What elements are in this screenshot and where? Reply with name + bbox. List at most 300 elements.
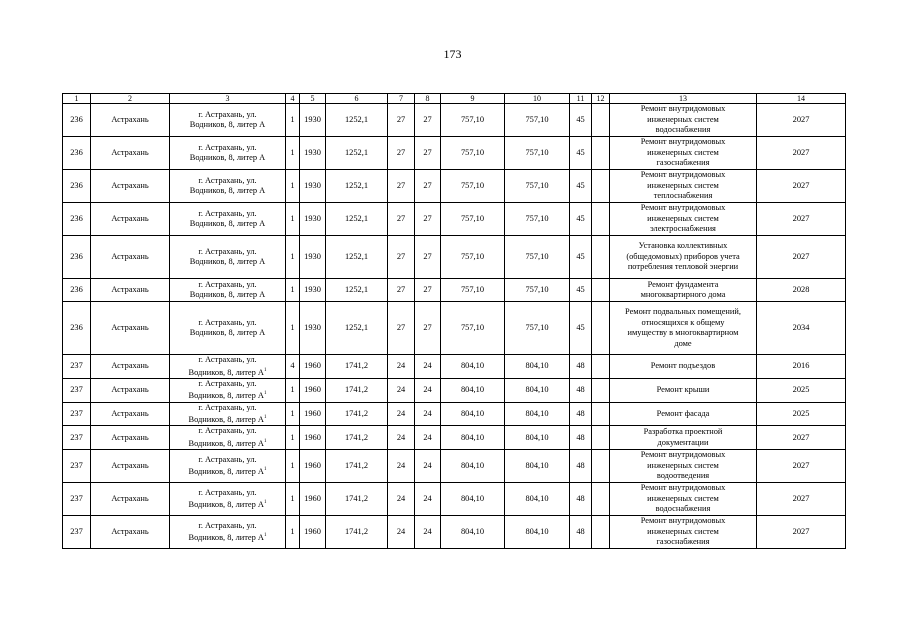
residents-cell: 27 bbox=[415, 137, 441, 170]
address-superscript: 1 bbox=[263, 500, 267, 506]
repair-year-cell: 2027 bbox=[757, 516, 846, 549]
work-type-line: (общедомовых) приборов учета bbox=[626, 251, 740, 261]
table-row bbox=[63, 302, 846, 355]
work-type-cell bbox=[610, 450, 757, 483]
municipality-cell: Астрахань bbox=[91, 170, 170, 203]
municipality-cell: Астрахань bbox=[91, 104, 170, 137]
column-header: 9 bbox=[441, 94, 505, 104]
work-type-line: Ремонт внутридомовых bbox=[640, 203, 726, 213]
repair-year-cell: 2027 bbox=[757, 483, 846, 516]
year-built-cell: 1960 bbox=[300, 516, 326, 549]
work-type-line: инженерных систем bbox=[647, 180, 719, 190]
column-header: 14 bbox=[757, 94, 846, 104]
work-type-line: доме bbox=[674, 338, 692, 348]
municipality-cell: Астрахань bbox=[91, 483, 170, 516]
work-type-cell bbox=[610, 483, 757, 516]
repair-year-cell: 2027 bbox=[757, 170, 846, 203]
address-line bbox=[172, 465, 283, 477]
private-area-cell: 757,10 bbox=[505, 279, 570, 302]
total-area-cell: 1252,1 bbox=[326, 302, 388, 355]
empty-cell bbox=[592, 170, 610, 203]
object-number-cell: 237 bbox=[63, 378, 91, 402]
object-number-cell: 237 bbox=[63, 450, 91, 483]
table-row bbox=[63, 378, 846, 402]
apartments-cell: 27 bbox=[388, 302, 415, 355]
repair-year-cell: 2025 bbox=[757, 378, 846, 402]
address-cell bbox=[170, 355, 286, 379]
address-text: Водников, 8, литер А bbox=[188, 367, 264, 377]
work-type-cell bbox=[610, 378, 757, 402]
work-type-line: электроснабжения bbox=[650, 224, 716, 234]
work-type-line: Ремонт фундамента bbox=[647, 279, 719, 289]
repair-schedule-table bbox=[62, 93, 846, 549]
apartments-cell: 27 bbox=[388, 104, 415, 137]
address-text: Водников, 8, литер А bbox=[188, 438, 264, 448]
address-line: г. Астрахань, ул. bbox=[198, 246, 257, 256]
municipality-cell: Астрахань bbox=[91, 402, 170, 426]
wear-percent-cell: 48 bbox=[570, 378, 592, 402]
address-cell bbox=[170, 279, 286, 302]
work-type-line: Ремонт внутридомовых bbox=[640, 450, 726, 460]
work-type-line: Ремонт внутридомовых bbox=[640, 104, 726, 114]
residents-cell: 27 bbox=[415, 236, 441, 279]
year-built-cell: 1930 bbox=[300, 302, 326, 355]
work-type-line: Ремонт внутридомовых bbox=[640, 137, 726, 147]
residents-cell: 27 bbox=[415, 302, 441, 355]
floors-cell: 1 bbox=[286, 378, 300, 402]
residents-cell: 27 bbox=[415, 203, 441, 236]
work-type-cell bbox=[610, 104, 757, 137]
living-area-cell: 804,10 bbox=[441, 426, 505, 450]
address-line bbox=[172, 219, 283, 230]
floors-cell: 1 bbox=[286, 203, 300, 236]
work-type-line: потребления тепловой энергии bbox=[627, 262, 739, 272]
work-type-line: газоснабжения bbox=[656, 537, 710, 547]
work-type-line: Ремонт подъездов bbox=[650, 361, 716, 371]
address-text: Водников, 8, литер А bbox=[189, 328, 266, 337]
work-type-line: многоквартирного дома bbox=[640, 290, 726, 299]
column-header: 6 bbox=[326, 94, 388, 104]
private-area-cell: 804,10 bbox=[505, 483, 570, 516]
work-type-cell bbox=[610, 516, 757, 549]
table-row bbox=[63, 426, 846, 450]
table-row bbox=[63, 450, 846, 483]
residents-cell: 24 bbox=[415, 355, 441, 379]
floors-cell: 1 bbox=[286, 236, 300, 279]
address-superscript: 1 bbox=[263, 533, 267, 539]
year-built-cell: 1930 bbox=[300, 137, 326, 170]
apartments-cell: 27 bbox=[388, 137, 415, 170]
repair-year-cell: 2027 bbox=[757, 137, 846, 170]
wear-percent-cell: 45 bbox=[570, 302, 592, 355]
address-line bbox=[172, 290, 283, 301]
residents-cell: 24 bbox=[415, 426, 441, 450]
year-built-cell: 1960 bbox=[300, 426, 326, 450]
year-built-cell: 1960 bbox=[300, 378, 326, 402]
residents-cell: 24 bbox=[415, 483, 441, 516]
private-area-cell: 804,10 bbox=[505, 426, 570, 450]
floors-cell: 1 bbox=[286, 302, 300, 355]
apartments-cell: 24 bbox=[388, 378, 415, 402]
work-type-cell bbox=[610, 137, 757, 170]
residents-cell: 24 bbox=[415, 402, 441, 426]
wear-percent-cell: 45 bbox=[570, 104, 592, 137]
private-area-cell: 757,10 bbox=[505, 170, 570, 203]
work-type-cell bbox=[610, 355, 757, 379]
work-type-line: имуществу в многоквартирном bbox=[627, 328, 739, 337]
total-area-cell: 1741,2 bbox=[326, 483, 388, 516]
address-line: г. Астрахань, ул. bbox=[198, 520, 257, 530]
address-cell bbox=[170, 483, 286, 516]
work-type-line: Разработка проектной bbox=[643, 427, 723, 437]
work-type-cell bbox=[610, 402, 757, 426]
year-built-cell: 1960 bbox=[300, 450, 326, 483]
table-row bbox=[63, 203, 846, 236]
living-area-cell: 804,10 bbox=[441, 450, 505, 483]
work-type-cell bbox=[610, 203, 757, 236]
total-area-cell: 1252,1 bbox=[326, 170, 388, 203]
municipality-cell: Астрахань bbox=[91, 236, 170, 279]
residents-cell: 24 bbox=[415, 378, 441, 402]
address-line bbox=[172, 437, 283, 449]
address-line bbox=[172, 153, 283, 164]
work-type-line: инженерных систем bbox=[647, 526, 719, 536]
repair-year-cell: 2027 bbox=[757, 236, 846, 279]
empty-cell bbox=[592, 402, 610, 426]
municipality-cell: Астрахань bbox=[91, 355, 170, 379]
living-area-cell: 757,10 bbox=[441, 170, 505, 203]
living-area-cell: 757,10 bbox=[441, 279, 505, 302]
address-line bbox=[172, 257, 283, 268]
object-number-cell: 237 bbox=[63, 355, 91, 379]
living-area-cell: 757,10 bbox=[441, 104, 505, 137]
year-built-cell: 1930 bbox=[300, 203, 326, 236]
address-cell bbox=[170, 378, 286, 402]
work-type-cell bbox=[610, 302, 757, 355]
address-line: г. Астрахань, ул. bbox=[198, 317, 257, 327]
table-row bbox=[63, 355, 846, 379]
empty-cell bbox=[592, 378, 610, 402]
empty-cell bbox=[592, 137, 610, 170]
table-row bbox=[63, 483, 846, 516]
address-line: г. Астрахань, ул. bbox=[198, 355, 257, 364]
address-line: г. Астрахань, ул. bbox=[198, 109, 257, 119]
municipality-cell: Астрахань bbox=[91, 516, 170, 549]
work-type-line: Ремонт фасада bbox=[656, 408, 710, 418]
living-area-cell: 804,10 bbox=[441, 378, 505, 402]
work-type-line: водоснабжения bbox=[655, 504, 711, 514]
object-number-cell: 237 bbox=[63, 516, 91, 549]
residents-cell: 24 bbox=[415, 516, 441, 549]
apartments-cell: 24 bbox=[388, 355, 415, 379]
address-line: г. Астрахань, ул. bbox=[198, 175, 257, 185]
wear-percent-cell: 45 bbox=[570, 236, 592, 279]
address-line bbox=[172, 186, 283, 197]
apartments-cell: 24 bbox=[388, 516, 415, 549]
apartments-cell: 24 bbox=[388, 426, 415, 450]
municipality-cell: Астрахань bbox=[91, 426, 170, 450]
apartments-cell: 24 bbox=[388, 483, 415, 516]
living-area-cell: 804,10 bbox=[441, 402, 505, 426]
private-area-cell: 757,10 bbox=[505, 302, 570, 355]
total-area-cell: 1741,2 bbox=[326, 355, 388, 379]
floors-cell: 1 bbox=[286, 483, 300, 516]
object-number-cell: 236 bbox=[63, 302, 91, 355]
total-area-cell: 1741,2 bbox=[326, 426, 388, 450]
empty-cell bbox=[592, 355, 610, 379]
work-type-line: Ремонт крыши bbox=[656, 384, 710, 394]
private-area-cell: 757,10 bbox=[505, 203, 570, 236]
address-text: Водников, 8, литер А bbox=[188, 467, 264, 477]
address-cell bbox=[170, 203, 286, 236]
wear-percent-cell: 48 bbox=[570, 516, 592, 549]
empty-cell bbox=[592, 236, 610, 279]
address-superscript: 1 bbox=[263, 467, 267, 473]
empty-cell bbox=[592, 516, 610, 549]
table-row bbox=[63, 170, 846, 203]
address-line bbox=[172, 366, 283, 378]
column-header: 11 bbox=[570, 94, 592, 104]
address-line bbox=[172, 328, 283, 339]
address-text: Водников, 8, литер А bbox=[189, 219, 266, 228]
address-text: Водников, 8, литер А bbox=[189, 257, 266, 266]
residents-cell: 27 bbox=[415, 170, 441, 203]
floors-cell: 1 bbox=[286, 279, 300, 302]
total-area-cell: 1741,2 bbox=[326, 402, 388, 426]
table-row bbox=[63, 402, 846, 426]
apartments-cell: 27 bbox=[388, 170, 415, 203]
repair-year-cell: 2027 bbox=[757, 203, 846, 236]
object-number-cell: 236 bbox=[63, 279, 91, 302]
apartments-cell: 27 bbox=[388, 236, 415, 279]
column-header: 10 bbox=[505, 94, 570, 104]
address-line bbox=[172, 389, 283, 401]
living-area-cell: 804,10 bbox=[441, 355, 505, 379]
work-type-line: Ремонт подвальных помещений, bbox=[625, 307, 741, 316]
work-type-line: водоснабжения bbox=[655, 125, 711, 135]
work-type-line: теплоснабжения bbox=[653, 191, 713, 201]
private-area-cell: 757,10 bbox=[505, 137, 570, 170]
total-area-cell: 1252,1 bbox=[326, 279, 388, 302]
address-line bbox=[172, 498, 283, 510]
address-line bbox=[172, 531, 283, 543]
municipality-cell: Астрахань bbox=[91, 137, 170, 170]
municipality-cell: Астрахань bbox=[91, 450, 170, 483]
address-cell bbox=[170, 104, 286, 137]
column-header: 1 bbox=[63, 94, 91, 104]
apartments-cell: 27 bbox=[388, 203, 415, 236]
work-type-cell bbox=[610, 236, 757, 279]
living-area-cell: 804,10 bbox=[441, 483, 505, 516]
year-built-cell: 1960 bbox=[300, 402, 326, 426]
work-type-line: инженерных систем bbox=[647, 493, 719, 503]
work-type-cell bbox=[610, 279, 757, 302]
wear-percent-cell: 45 bbox=[570, 279, 592, 302]
floors-cell: 1 bbox=[286, 137, 300, 170]
apartments-cell: 24 bbox=[388, 402, 415, 426]
column-header: 12 bbox=[592, 94, 610, 104]
private-area-cell: 804,10 bbox=[505, 450, 570, 483]
column-header: 7 bbox=[388, 94, 415, 104]
work-type-line: Ремонт внутридомовых bbox=[640, 170, 726, 180]
wear-percent-cell: 45 bbox=[570, 137, 592, 170]
address-cell bbox=[170, 426, 286, 450]
address-line bbox=[172, 413, 283, 425]
municipality-cell: Астрахань bbox=[91, 203, 170, 236]
municipality-cell: Астрахань bbox=[91, 302, 170, 355]
wear-percent-cell: 48 bbox=[570, 450, 592, 483]
total-area-cell: 1741,2 bbox=[326, 516, 388, 549]
column-header: 5 bbox=[300, 94, 326, 104]
column-header: 8 bbox=[415, 94, 441, 104]
work-type-line: инженерных систем bbox=[647, 147, 719, 157]
floors-cell: 1 bbox=[286, 450, 300, 483]
address-line: г. Астрахань, ул. bbox=[198, 426, 257, 436]
year-built-cell: 1960 bbox=[300, 355, 326, 379]
empty-cell bbox=[592, 203, 610, 236]
empty-cell bbox=[592, 279, 610, 302]
address-cell bbox=[170, 170, 286, 203]
work-type-line: инженерных систем bbox=[647, 114, 719, 124]
address-line: г. Астрахань, ул. bbox=[198, 279, 257, 289]
residents-cell: 27 bbox=[415, 279, 441, 302]
address-superscript: 1 bbox=[263, 438, 267, 444]
work-type-line: Установка коллективных bbox=[638, 241, 728, 251]
table-body bbox=[63, 104, 846, 549]
repair-year-cell: 2034 bbox=[757, 302, 846, 355]
living-area-cell: 757,10 bbox=[441, 302, 505, 355]
wear-percent-cell: 48 bbox=[570, 483, 592, 516]
table-row bbox=[63, 137, 846, 170]
object-number-cell: 237 bbox=[63, 426, 91, 450]
floors-cell: 1 bbox=[286, 104, 300, 137]
column-header: 13 bbox=[610, 94, 757, 104]
table-row bbox=[63, 516, 846, 549]
floors-cell: 1 bbox=[286, 170, 300, 203]
table-row bbox=[63, 236, 846, 279]
floors-cell: 4 bbox=[286, 355, 300, 379]
living-area-cell: 804,10 bbox=[441, 516, 505, 549]
wear-percent-cell: 48 bbox=[570, 402, 592, 426]
private-area-cell: 804,10 bbox=[505, 516, 570, 549]
residents-cell: 24 bbox=[415, 450, 441, 483]
private-area-cell: 804,10 bbox=[505, 355, 570, 379]
empty-cell bbox=[592, 483, 610, 516]
living-area-cell: 757,10 bbox=[441, 236, 505, 279]
address-superscript: 1 bbox=[263, 391, 267, 397]
wear-percent-cell: 45 bbox=[570, 170, 592, 203]
repair-year-cell: 2027 bbox=[757, 104, 846, 137]
column-header: 2 bbox=[91, 94, 170, 104]
year-built-cell: 1930 bbox=[300, 236, 326, 279]
address-text: Водников, 8, литер А bbox=[189, 153, 266, 162]
total-area-cell: 1252,1 bbox=[326, 137, 388, 170]
wear-percent-cell: 48 bbox=[570, 426, 592, 450]
work-type-line: документации bbox=[657, 437, 709, 447]
private-area-cell: 757,10 bbox=[505, 104, 570, 137]
address-line: г. Астрахань, ул. bbox=[198, 208, 257, 218]
empty-cell bbox=[592, 450, 610, 483]
address-cell bbox=[170, 450, 286, 483]
address-cell bbox=[170, 137, 286, 170]
address-cell bbox=[170, 402, 286, 426]
total-area-cell: 1741,2 bbox=[326, 450, 388, 483]
repair-year-cell: 2025 bbox=[757, 402, 846, 426]
empty-cell bbox=[592, 104, 610, 137]
column-header: 3 bbox=[170, 94, 286, 104]
object-number-cell: 236 bbox=[63, 170, 91, 203]
apartments-cell: 27 bbox=[388, 279, 415, 302]
work-type-line: Ремонт внутридомовых bbox=[640, 483, 726, 493]
repair-year-cell: 2027 bbox=[757, 450, 846, 483]
year-built-cell: 1930 bbox=[300, 104, 326, 137]
private-area-cell: 804,10 bbox=[505, 378, 570, 402]
apartments-cell: 24 bbox=[388, 450, 415, 483]
address-text: Водников, 8, литер А bbox=[188, 500, 264, 510]
object-number-cell: 236 bbox=[63, 137, 91, 170]
address-cell bbox=[170, 516, 286, 549]
address-text: Водников, 8, литер А bbox=[188, 414, 264, 424]
wear-percent-cell: 45 bbox=[570, 203, 592, 236]
floors-cell: 1 bbox=[286, 426, 300, 450]
address-text: Водников, 8, литер А bbox=[188, 533, 264, 543]
living-area-cell: 757,10 bbox=[441, 137, 505, 170]
empty-cell bbox=[592, 302, 610, 355]
work-type-cell bbox=[610, 426, 757, 450]
municipality-cell: Астрахань bbox=[91, 279, 170, 302]
municipality-cell: Астрахань bbox=[91, 378, 170, 402]
total-area-cell: 1741,2 bbox=[326, 378, 388, 402]
address-line: г. Астрахань, ул. bbox=[198, 454, 257, 464]
total-area-cell: 1252,1 bbox=[326, 203, 388, 236]
address-line: г. Астрахань, ул. bbox=[198, 402, 257, 412]
floors-cell: 1 bbox=[286, 402, 300, 426]
object-number-cell: 236 bbox=[63, 236, 91, 279]
address-line: г. Астрахань, ул. bbox=[198, 142, 257, 152]
address-line: г. Астрахань, ул. bbox=[198, 487, 257, 497]
work-type-line: Ремонт внутридомовых bbox=[640, 516, 726, 526]
address-text: Водников, 8, литер А bbox=[189, 186, 266, 195]
object-number-cell: 237 bbox=[63, 402, 91, 426]
year-built-cell: 1930 bbox=[300, 170, 326, 203]
address-cell bbox=[170, 302, 286, 355]
total-area-cell: 1252,1 bbox=[326, 104, 388, 137]
address-text: Водников, 8, литер А bbox=[188, 391, 264, 401]
total-area-cell: 1252,1 bbox=[326, 236, 388, 279]
repair-year-cell: 2016 bbox=[757, 355, 846, 379]
year-built-cell: 1960 bbox=[300, 483, 326, 516]
address-superscript: 1 bbox=[263, 367, 267, 373]
private-area-cell: 804,10 bbox=[505, 402, 570, 426]
address-line bbox=[172, 120, 283, 131]
address-superscript: 1 bbox=[263, 415, 267, 421]
living-area-cell: 757,10 bbox=[441, 203, 505, 236]
private-area-cell: 757,10 bbox=[505, 236, 570, 279]
work-type-line: инженерных систем bbox=[647, 460, 719, 470]
address-text: Водников, 8, литер А bbox=[189, 120, 266, 129]
address-line: г. Астрахань, ул. bbox=[198, 378, 257, 388]
empty-cell bbox=[592, 426, 610, 450]
residents-cell: 27 bbox=[415, 104, 441, 137]
year-built-cell: 1930 bbox=[300, 279, 326, 302]
table-row bbox=[63, 104, 846, 137]
page-number: 173 bbox=[443, 47, 462, 61]
object-number-cell: 236 bbox=[63, 203, 91, 236]
work-type-line: газоснабжения bbox=[656, 158, 710, 168]
wear-percent-cell: 48 bbox=[570, 355, 592, 379]
repair-year-cell: 2027 bbox=[757, 426, 846, 450]
repair-year-cell: 2028 bbox=[757, 279, 846, 302]
